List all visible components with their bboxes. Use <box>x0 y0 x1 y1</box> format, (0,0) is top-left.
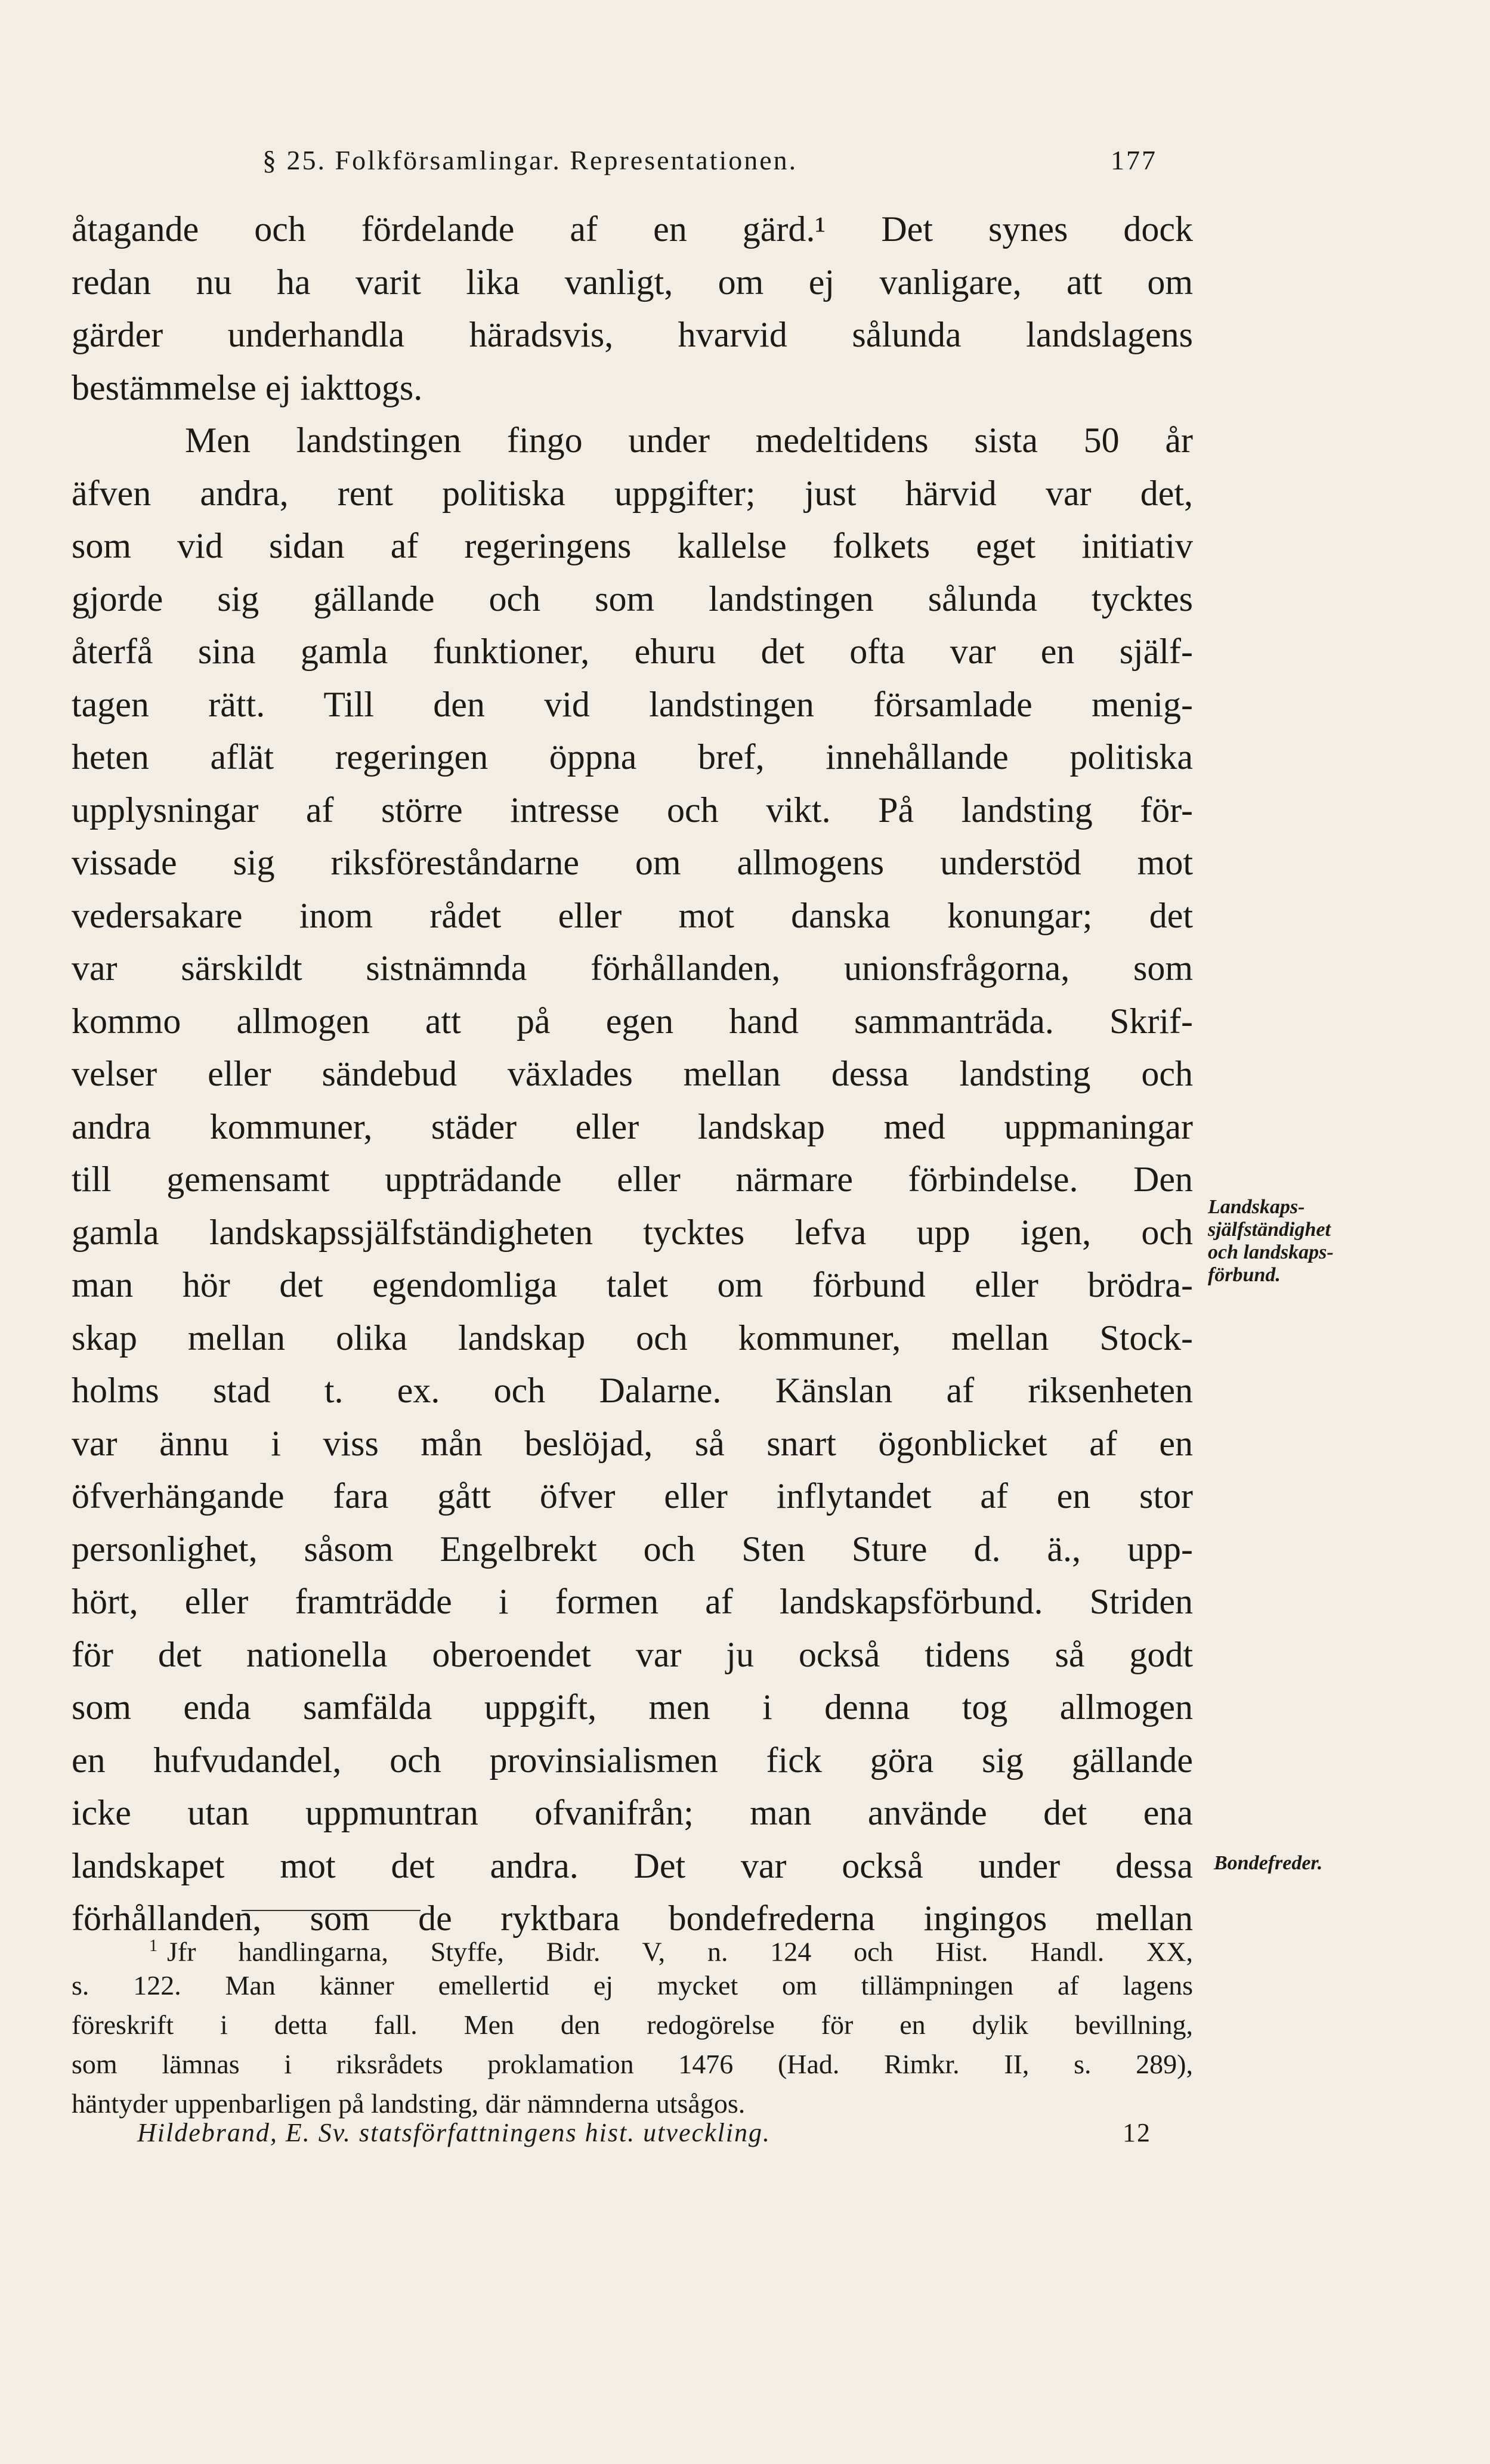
footnote-line: som lämnas i riksrådets proklamation 1476 (Had. Rimkr. II, s. 289), <box>72 2049 1193 2079</box>
signature-text: Hildebrand, E. Sv. statsförfattningens hist. utveckling. <box>137 2118 771 2147</box>
footnote <box>72 1927 1193 2123</box>
text-line: skap mellan olika landskap och kommuner, mellan Stock- <box>72 1318 1193 1358</box>
text-line: holms stad t. ex. och Dalarne. Känslan af riksenheten <box>72 1371 1193 1410</box>
section-title: § 25. Folkförsamlingar. Representationen. <box>262 145 798 175</box>
text-line: tagen rätt. Till den vid landstingen församlade menig- <box>72 684 1193 724</box>
text-line: en hufvudandel, och provinsialismen fick göra sig gällande <box>72 1740 1193 1780</box>
text-line: Men landstingen fingo under medeltidens sista 50 år <box>185 421 1193 460</box>
text-line: heten aflät regeringen öppna bref, innehållande politiska <box>72 737 1193 777</box>
footnote-text: Jfr handlingarna, Styffe, Bidr. V, n. 124 och Hist. Handl. XX, <box>167 1936 1193 1967</box>
footnote-line <box>72 1927 1193 1966</box>
margin-note-line: själfständighet <box>1208 1219 1331 1241</box>
text-line: gjorde sig gällande och som landstingen sålunda tycktes <box>72 579 1193 619</box>
margin-note-line: och landskaps- <box>1208 1241 1334 1263</box>
page-number: 177 <box>1111 145 1157 175</box>
text-line: redan nu ha varit lika vanligt, om ej vanligare, att om <box>72 262 1193 302</box>
text-line: till gemensamt uppträdande eller närmare förbindelse. Den <box>72 1160 1193 1199</box>
text-line: återfå sina gamla funktioner, ehuru det ofta var en själf- <box>72 632 1193 671</box>
sheet-number: 12 <box>1123 2118 1151 2147</box>
text-line: andra kommuner, städer eller landskap med uppmaningar <box>72 1106 1193 1146</box>
running-head <box>262 137 1157 191</box>
text-line: vedersakare inom rådet eller mot danska konungar; det <box>72 895 1193 935</box>
text-line: äfven andra, rent politiska uppgifter; just härvid var det, <box>72 473 1193 513</box>
body-text <box>72 203 1193 1945</box>
text-line: personlighet, såsom Engelbrekt och Sten Sture d. ä., upp- <box>72 1529 1193 1569</box>
text-line: som enda samfälda uppgift, men i denna tog allmogen <box>72 1687 1193 1727</box>
footnote-line: häntyder uppenbarligen på landsting, där nämnderna utsågos. <box>72 2088 746 2119</box>
text-line: upplysningar af större intresse och vikt. På landsting för- <box>72 790 1193 830</box>
printer-signature <box>137 2111 1151 2159</box>
text-line: gamla landskapssjälfständigheten tycktes lefva upp igen, och <box>72 1212 1193 1252</box>
text-line: bestämmelse ej iakttogs. <box>72 367 423 407</box>
text-line: var ännu i viss mån beslöjad, så snart ögonblicket af en <box>72 1423 1193 1463</box>
text-line: förhållanden, som de ryktbara bondefrederna ingingos mellan <box>72 1899 1193 1938</box>
text-line: för det nationella oberoendet var ju också tidens så godt <box>72 1634 1193 1674</box>
text-line: öfverhängande fara gått öfver eller inflytandet af en stor <box>72 1476 1193 1516</box>
margin-note-landskapsforbund <box>1208 1196 1458 1287</box>
text-line: icke utan uppmuntran ofvanifrån; man använde det ena <box>72 1793 1193 1832</box>
text-line: man hör det egendomliga talet om förbund eller brödra- <box>72 1265 1193 1304</box>
text-line: velser eller sändebud växlades mellan dessa landsting och <box>72 1054 1193 1093</box>
text-line: vissade sig riksföreståndarne om allmogens understöd mot <box>72 843 1193 882</box>
footnote-line: s. 122. Man känner emellertid ej mycket om tillämpningen af lagens <box>72 1970 1193 2001</box>
text-line: kommo allmogen att på egen hand sammanträda. Skrif- <box>72 1001 1193 1041</box>
margin-note-bondefreder: Bondefreder. <box>1214 1852 1323 1874</box>
text-line: hört, eller framträdde i formen af landskapsförbund. Striden <box>72 1582 1193 1621</box>
footnote-divider <box>242 1910 421 1911</box>
margin-note-line: Landskaps- <box>1208 1196 1305 1218</box>
text-line: åtagande och fördelande af en gärd.¹ Det synes dock <box>72 209 1193 249</box>
footnote-marker: 1 <box>149 1937 157 1955</box>
margin-note-line: förbund. <box>1208 1264 1281 1286</box>
text-line: landskapet mot det andra. Det var också under dessa <box>72 1845 1193 1885</box>
text-line: gärder underhandla häradsvis, hvarvid sålunda landslagens <box>72 315 1193 354</box>
text-line: som vid sidan af regeringens kallelse folkets eget initiativ <box>72 526 1193 565</box>
footnote-line: föreskrift i detta fall. Men den redogörelse för en dylik bevillning, <box>72 2009 1193 2040</box>
text-line: var särskildt sistnämnda förhållanden, unionsfrågorna, som <box>72 948 1193 988</box>
